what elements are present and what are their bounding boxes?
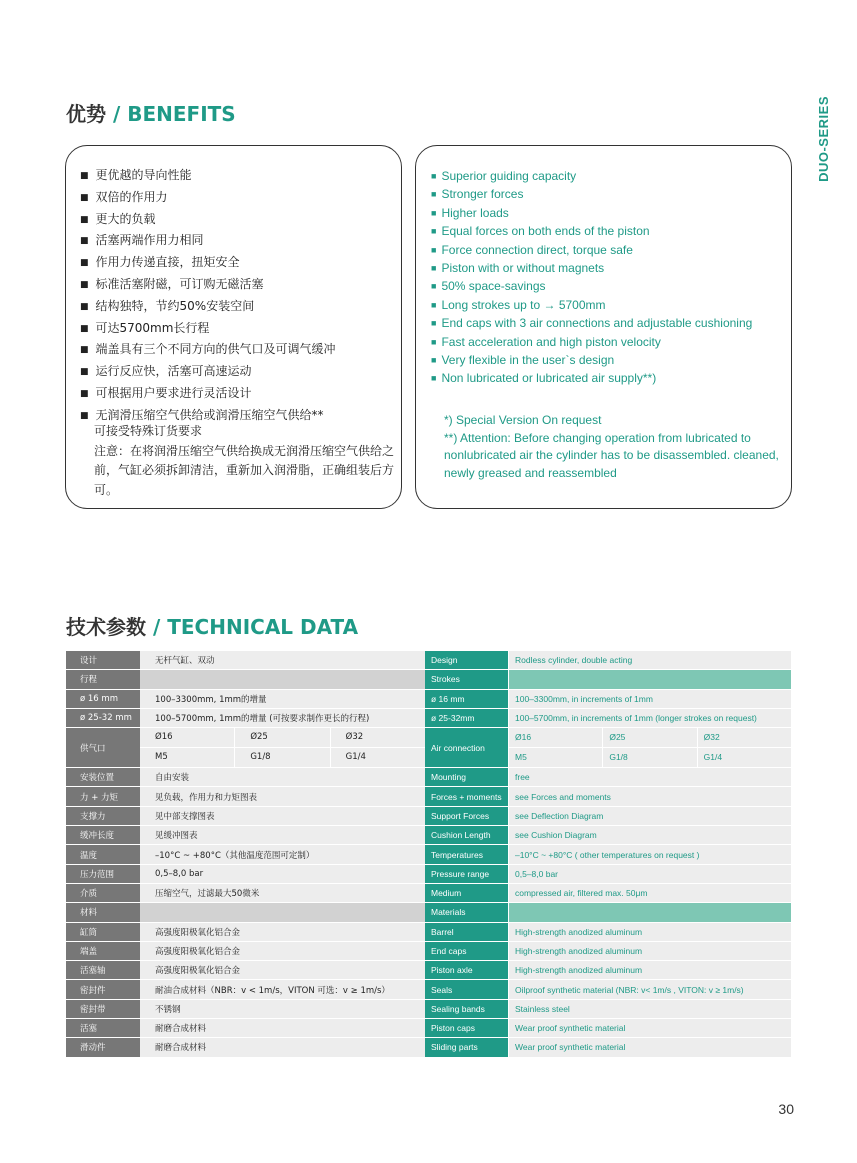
- spec-label: 材料: [66, 903, 140, 922]
- benefits-box-en: [415, 145, 792, 509]
- benefit-en-item: ■ Piston with or without magnets: [431, 260, 791, 278]
- spec-value: 高强度阳极氧化铝合金: [140, 923, 425, 942]
- spec-row-design: [66, 651, 425, 670]
- spec-label: Temperatures: [425, 845, 509, 864]
- spec-value: 见中部支撑图表: [140, 807, 425, 826]
- benefit-cn-item: ■ 结构独特，节约50%安装空间: [80, 297, 401, 319]
- air-size: Ø25: [603, 728, 697, 747]
- benefits-list-en: [431, 168, 791, 389]
- spec-row-barrel: [425, 923, 791, 942]
- benefit-cn-item: ■ 更大的负载: [80, 210, 401, 232]
- benefit-en-item: ■ 50% space-savings: [431, 278, 791, 296]
- technical-title-en: TECHNICAL DATA: [167, 615, 359, 639]
- spec-row-d25: [425, 709, 791, 728]
- spec-value: 100–3300mm, in increments of 1mm: [509, 690, 791, 709]
- spec-value-grid: [140, 728, 425, 768]
- benefit-en-item: ■ Long strokes up to → 5700mm: [431, 297, 791, 315]
- air-port: G1/4: [345, 752, 366, 763]
- spec-value: see Cushion Diagram: [509, 826, 791, 845]
- air-size: Ø32: [345, 732, 364, 743]
- spec-value: –10°C ~ +80°C ( other temperatures on request ): [509, 845, 791, 864]
- spec-value: 100–5700mm, in increments of 1mm (longer strokes on request): [509, 709, 791, 728]
- spec-value: 高强度阳极氧化铝合金: [140, 942, 425, 961]
- spec-label: 端盖: [66, 942, 140, 961]
- attention-note-cn: 注意：在将润滑压缩空气供给换成无润滑压缩空气供给之前，气缸必须拆卸清洁，重新加入润滑脂，正确组装后方可。: [94, 443, 395, 497]
- spec-value: see Deflection Diagram: [509, 807, 791, 826]
- spec-row-pistoncaps: [425, 1019, 791, 1038]
- spec-row-barrel: [66, 923, 425, 942]
- spec-value: 0,5–8,0 bar: [140, 865, 425, 884]
- spec-row-mounting: [66, 768, 425, 787]
- page-number: 30: [778, 1101, 794, 1117]
- air-port: M5: [509, 748, 603, 767]
- spec-row-cushion: [66, 826, 425, 845]
- spec-row-seals: [425, 980, 791, 999]
- spec-label: Piston axle: [425, 961, 509, 980]
- technical-table-cn: [66, 651, 425, 1058]
- spec-row-strokes: [66, 670, 425, 689]
- spec-label: 滑动件: [66, 1038, 140, 1057]
- spec-row-support: [66, 807, 425, 826]
- spec-row-bands: [66, 1000, 425, 1019]
- air-size: Ø25: [235, 728, 330, 747]
- spec-label: ø 25-32mm: [425, 709, 509, 728]
- spec-row-d16: [66, 690, 425, 709]
- spec-row-d16: [425, 690, 791, 709]
- benefits-box-cn: [65, 145, 402, 509]
- attention-note-en: **) Attention: Before changing operation from lubricated to nonlubricated air the cylinder has to be disassembled. cleaned, newly greased and reassembled: [444, 430, 779, 480]
- spec-value: 高强度阳极氧化铝合金: [140, 961, 425, 980]
- spec-label: 支撑力: [66, 807, 140, 826]
- technical-title-cn: 技术参数: [66, 615, 146, 639]
- spec-value: 耐磨合成材料: [140, 1038, 425, 1057]
- spec-label: 密封带: [66, 1000, 140, 1019]
- spec-value: 见缓冲图表: [140, 826, 425, 845]
- benefit-en-item: ■ Very flexible in the user`s design: [431, 352, 791, 370]
- spec-row-support: [425, 807, 791, 826]
- spec-row-strokes: [425, 670, 791, 689]
- spec-row-pressure: [66, 865, 425, 884]
- benefits-title-sep: /: [106, 102, 128, 126]
- series-side-label: DUO-SERIES: [816, 96, 831, 182]
- air-port: G1/4: [703, 752, 723, 763]
- spec-label: 缓冲长度: [66, 826, 140, 845]
- spec-row-axle: [425, 961, 791, 980]
- spec-label: Cushion Length: [425, 826, 509, 845]
- spec-row-design: [425, 651, 791, 670]
- spec-label: Materials: [425, 903, 509, 922]
- air-size-row: [140, 728, 425, 748]
- spec-label: Strokes: [425, 670, 509, 689]
- spec-label: 介质: [66, 884, 140, 903]
- benefits-title-cn: 优势: [66, 102, 106, 126]
- spec-label: Forces + moments: [425, 787, 509, 806]
- spec-row-endcaps: [66, 942, 425, 961]
- air-size: Ø32: [703, 732, 720, 743]
- benefit-cn-item: ■ 运行反应快，活塞可高速运动: [80, 362, 401, 384]
- spec-row-medium: [425, 884, 791, 903]
- benefit-cn-item: ■ 端盖具有三个不同方向的供气口及可调气缓冲: [80, 340, 401, 362]
- spec-value: [140, 903, 425, 922]
- technical-heading: [66, 611, 358, 640]
- spec-row-axle: [66, 961, 425, 980]
- spec-label: Air connection: [425, 728, 509, 768]
- spec-row-forces: [66, 787, 425, 806]
- benefit-cn-item: ■ 作用力传递直接，扭矩安全: [80, 253, 401, 275]
- spec-label: ø 16 mm: [425, 690, 509, 709]
- spec-row-cushion: [425, 826, 791, 845]
- benefit-cn-item: ■ 更优越的导向性能: [80, 166, 401, 188]
- spec-label: Support Forces: [425, 807, 509, 826]
- spec-label: Sealing bands: [425, 1000, 509, 1019]
- spec-value: Oilproof synthetic material (NBR: v< 1m/s , VITON: v ≥ 1m/s): [509, 980, 791, 999]
- spec-label: Design: [425, 651, 509, 670]
- spec-row-temp: [425, 845, 791, 864]
- benefit-en-item: ■ Equal forces on both ends of the piston: [431, 223, 791, 241]
- spec-label: 活塞: [66, 1019, 140, 1038]
- spec-value: 耐磨合成材料: [140, 1019, 425, 1038]
- benefit-cn-item: ■ 活塞两端作用力相同: [80, 231, 401, 253]
- spec-row-d25: [66, 709, 425, 728]
- spec-label: 活塞轴: [66, 961, 140, 980]
- technical-title-sep: /: [146, 615, 168, 639]
- spec-label: End caps: [425, 942, 509, 961]
- spec-value: [140, 670, 425, 689]
- spec-label: 安装位置: [66, 768, 140, 787]
- spec-label: 力 + 力矩: [66, 787, 140, 806]
- spec-value: 无杆气缸、双动: [140, 651, 425, 670]
- spec-value: 0,5–8,0 bar: [509, 865, 791, 884]
- benefit-cn-item: ■ 双倍的作用力: [80, 188, 401, 210]
- spec-label: Barrel: [425, 923, 509, 942]
- spec-value: 压缩空气，过滤最大50微米: [140, 884, 425, 903]
- technical-table-en: [425, 651, 791, 1058]
- spec-label: ø 25-32 mm: [66, 709, 140, 728]
- benefit-cn-item: ■ 无润滑压缩空气供给或润滑压缩空气供给**: [80, 406, 401, 428]
- spec-row-sliding: [66, 1038, 425, 1057]
- spec-value: [509, 903, 791, 922]
- spec-label: 缸筒: [66, 923, 140, 942]
- air-size: Ø16: [509, 728, 603, 747]
- benefit-en-item: ■ Force connection direct, torque safe: [431, 242, 791, 260]
- spec-value: 自由安装: [140, 768, 425, 787]
- spec-value: 100–5700mm, 1mm的增量 (可按要求制作更长的行程): [140, 709, 425, 728]
- spec-value: 见负载，作用力和力矩图表: [140, 787, 425, 806]
- benefit-en-item: ■ Higher loads: [431, 205, 791, 223]
- special-version-note-en: *) Special Version On request: [444, 413, 602, 427]
- spec-label: Pressure range: [425, 865, 509, 884]
- spec-row-pressure: [425, 865, 791, 884]
- spec-label: 密封件: [66, 980, 140, 999]
- spec-value: High-strength anodized aluminum: [509, 942, 791, 961]
- air-port: M5: [140, 748, 235, 767]
- benefit-cn-item: ■ 可根据用户要求进行灵活设计: [80, 384, 401, 406]
- benefit-cn-item: ■ 标准活塞附磁，可订购无磁活塞: [80, 275, 401, 297]
- spec-label: 设计: [66, 651, 140, 670]
- spec-row-air-connection: [66, 728, 425, 768]
- spec-label: ø 16 mm: [66, 690, 140, 709]
- air-size: Ø16: [140, 728, 235, 747]
- spec-row-forces: [425, 787, 791, 806]
- spec-value: Wear proof synthetic material: [509, 1038, 791, 1057]
- benefit-en-item: ■ Non lubricated or lubricated air supply**): [431, 370, 791, 388]
- spec-value: Stainless steel: [509, 1000, 791, 1019]
- benefit-cn-item: ■ 可达5700mm长行程: [80, 319, 401, 341]
- benefits-list-cn: [80, 166, 401, 428]
- spec-value: Wear proof synthetic material: [509, 1019, 791, 1038]
- benefits-note-en: [444, 412, 784, 482]
- spec-value: [509, 670, 791, 689]
- benefit-en-item: ■ Fast acceleration and high piston velocity: [431, 334, 791, 352]
- spec-value: 不锈钢: [140, 1000, 425, 1019]
- benefit-en-item: ■ Superior guiding capacity: [431, 168, 791, 186]
- spec-value: 100–3300mm, 1mm的增量: [140, 690, 425, 709]
- spec-row-materials: [425, 903, 791, 922]
- spec-row-temp: [66, 845, 425, 864]
- spec-label: Medium: [425, 884, 509, 903]
- spec-row-bands: [425, 1000, 791, 1019]
- spec-row-materials: [66, 903, 425, 922]
- spec-value: free: [509, 768, 791, 787]
- spec-value-grid: [509, 728, 791, 768]
- spec-row-mounting: [425, 768, 791, 787]
- air-port: G1/8: [235, 748, 330, 767]
- benefit-en-item: ■ Stronger forces: [431, 186, 791, 204]
- spec-row-air-connection: [425, 728, 791, 768]
- spec-value: –10°C ~ +80°C（其他温度范围可定制）: [140, 845, 425, 864]
- spec-value: High-strength anodized aluminum: [509, 961, 791, 980]
- air-port: G1/8: [603, 748, 697, 767]
- air-port-row: [509, 748, 791, 767]
- spec-label: 供气口: [66, 728, 140, 768]
- spec-label: 压力范围: [66, 865, 140, 884]
- spec-row-seals: [66, 980, 425, 999]
- spec-row-endcaps: [425, 942, 791, 961]
- air-port-row: [140, 748, 425, 767]
- benefit-en-item: ■ End caps with 3 air connections and adjustable cushioning: [431, 315, 791, 333]
- air-size-row: [509, 728, 791, 748]
- spec-row-pistoncaps: [66, 1019, 425, 1038]
- benefits-note-cn: [94, 422, 396, 500]
- spec-value: see Forces and moments: [509, 787, 791, 806]
- spec-label: Piston caps: [425, 1019, 509, 1038]
- spec-value: High-strength anodized aluminum: [509, 923, 791, 942]
- spec-label: Sliding parts: [425, 1038, 509, 1057]
- spec-value: Rodless cylinder, double acting: [509, 651, 791, 670]
- spec-value: 耐油合成材料（NBR：v < 1m/s，VITON 可选：v ≥ 1m/s）: [140, 980, 425, 999]
- spec-value: compressed air, filtered max. 50μm: [509, 884, 791, 903]
- spec-row-sliding: [425, 1038, 791, 1057]
- spec-label: Seals: [425, 980, 509, 999]
- benefits-title-en: BENEFITS: [127, 102, 236, 126]
- spec-row-medium: [66, 884, 425, 903]
- spec-label: Mounting: [425, 768, 509, 787]
- special-order-note-cn: 可接受特殊订货要求: [94, 424, 203, 438]
- spec-label: 温度: [66, 845, 140, 864]
- spec-label: 行程: [66, 670, 140, 689]
- benefits-heading: [66, 98, 236, 127]
